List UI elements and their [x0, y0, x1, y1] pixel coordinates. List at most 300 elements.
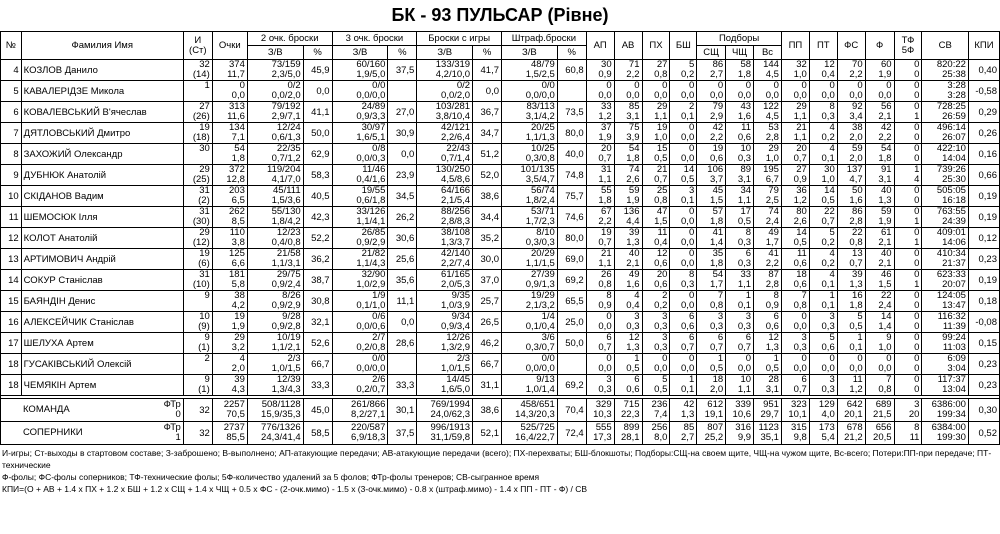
- cell-av: 6 0,6: [614, 375, 642, 396]
- col-field-pct: %: [473, 46, 502, 60]
- cell-two-made: 8/26 0,9/2,9: [247, 291, 303, 312]
- cell-kpi: 0,52: [968, 422, 999, 445]
- table-row: [1, 291, 1000, 312]
- cell-two-made: 22/35 0,7/1,2: [247, 144, 303, 165]
- cell-fs: 86 2,8: [837, 207, 865, 228]
- cell-pt: 4 0,1: [809, 144, 837, 165]
- cell-three-pct: [388, 81, 417, 102]
- cell-ft-made: 0/0 0,0/0,0: [502, 81, 558, 102]
- cell-three-made: 60/160 1,9/5,0: [332, 60, 388, 81]
- cell-f: 22 2,4: [865, 291, 894, 312]
- cell-field-made: 769/1994 24,0/62,3: [417, 399, 473, 422]
- cell-tf: 8 11: [894, 422, 922, 445]
- cell-tf: 0 0: [894, 375, 922, 396]
- col-points: Очки: [212, 32, 247, 60]
- cell-f: 61 2,1: [865, 228, 894, 249]
- cell-chshch: 17 0,5: [726, 207, 754, 228]
- cell-two-made: 12/24 0,6/1,3: [247, 123, 303, 144]
- cell-pp: 0 0,0: [781, 81, 809, 102]
- col-three-pct: %: [388, 46, 417, 60]
- cell-two-made: 45/111 1,5/3,6: [247, 186, 303, 207]
- cell-av: 59 1,9: [614, 186, 642, 207]
- cell-f: 14 1,4: [865, 312, 894, 333]
- cell-three-made: 261/866 8,2/27,1: [332, 399, 388, 422]
- cell-two-pct: 45,9: [303, 60, 332, 81]
- cell-tf: 0 0: [894, 144, 922, 165]
- cell-sshch: 57 1,8: [697, 207, 726, 228]
- cell-field-pct: 38,6: [473, 186, 502, 207]
- cell-two-made: 12/39 1,3/4,3: [247, 375, 303, 396]
- cell-vs: 195 6,7: [754, 165, 782, 186]
- cell-games: 1: [183, 81, 212, 102]
- cell-field-pct: 52,1: [473, 422, 502, 445]
- cell-kpi: -0,58: [968, 81, 999, 102]
- cell-chshch: 58 1,8: [726, 60, 754, 81]
- cell-field-pct: 38,6: [473, 399, 502, 422]
- opponents-label-cell: СОПЕРНИКИ ФТр 1: [1, 422, 184, 445]
- cell-no: 13: [1, 249, 22, 270]
- cell-ap: 0 0,0: [586, 312, 614, 333]
- cell-two-made: 55/130 1,8/4,2: [247, 207, 303, 228]
- cell-ap: 31 1,1: [586, 165, 614, 186]
- cell-three-pct: 11,1: [388, 291, 417, 312]
- cell-ft-pct: 40,0: [557, 144, 586, 165]
- cell-games: 10 (9): [183, 312, 212, 333]
- table-row: [1, 354, 1000, 375]
- cell-three-made: 2/7 0,2/0,8: [332, 333, 388, 354]
- cell-chshch: 43 1,6: [726, 102, 754, 123]
- cell-points: 4 2,0: [212, 354, 247, 375]
- cell-sv: 6384:00 199:30: [922, 422, 968, 445]
- cell-bsh: 0 0,0: [670, 228, 697, 249]
- cell-sshch: 79 2,9: [697, 102, 726, 123]
- cell-pt: 129 4,0: [809, 399, 837, 422]
- table-row: [1, 60, 1000, 81]
- cell-tf: 0 0: [894, 186, 922, 207]
- col-field-zv: З/В: [417, 46, 473, 60]
- cell-pp: 315 9,8: [781, 422, 809, 445]
- cell-chshch: 10 0,3: [726, 144, 754, 165]
- cell-field-pct: 36,7: [473, 102, 502, 123]
- cell-field-made: 42/121 2,2/6,4: [417, 123, 473, 144]
- cell-ft-pct: 25,0: [557, 312, 586, 333]
- cell-field-pct: 41,7: [473, 60, 502, 81]
- legend-line-1: И-игры; Ст-выходы в стартовом составе; З-заброшено; В-выполнено; АП-атакующие передачи; АВ-атакующие передачи (всего); ПХ-перехваты; БШ-блокшоты; Подборы:СЩ-на своем щите, ЧЩ-на чужом щите, Вс-всего; Потери:ПП-при передаче; ПТ-технические: [2, 448, 992, 470]
- cell-three-pct: 33,3: [388, 375, 417, 396]
- cell-fs: 678 21,2: [837, 422, 865, 445]
- cell-ph: 19 1,0: [642, 123, 670, 144]
- cell-name: КАВАЛЕРІДЗЕ Микола: [21, 81, 183, 102]
- cell-no: 18: [1, 375, 22, 396]
- cell-pp: 21 1,1: [781, 123, 809, 144]
- cell-ap: 3 0,3: [586, 375, 614, 396]
- cell-ft-made: 3/6 0,3/0,7: [502, 333, 558, 354]
- cell-kpi: 0,19: [968, 207, 999, 228]
- col-chshch: ЧЩ: [726, 46, 754, 60]
- cell-three-made: 0/8 0,0/0,3: [332, 144, 388, 165]
- cell-two-pct: 58,5: [303, 422, 332, 445]
- cell-f: 0 0,0: [865, 81, 894, 102]
- cell-tf: 0 1: [894, 228, 922, 249]
- cell-chshch: 10 1,1: [726, 375, 754, 396]
- cell-two-made: 21/58 1,1/3,1: [247, 249, 303, 270]
- cell-bsh: 6 0,6: [670, 312, 697, 333]
- cell-f: 60 1,9: [865, 60, 894, 81]
- cell-kpi: 0,23: [968, 375, 999, 396]
- cell-vs: 28 3,1: [754, 375, 782, 396]
- cell-games: 2: [183, 354, 212, 375]
- cell-ph: 5 0,5: [642, 375, 670, 396]
- cell-f: 56 2,1: [865, 102, 894, 123]
- cell-name: ЗАХОЖИЙ Олександр: [21, 144, 183, 165]
- table-row: [1, 270, 1000, 291]
- cell-points: 38 4,2: [212, 291, 247, 312]
- cell-tf: 0 1: [894, 102, 922, 123]
- cell-ft-made: 48/79 1,5/2,5: [502, 60, 558, 81]
- cell-three-pct: 30,6: [388, 228, 417, 249]
- cell-bsh: 0 0,0: [670, 81, 697, 102]
- cell-name: АЛЕКСЕЙЧИК Станіслав: [21, 312, 183, 333]
- cell-name: ЧЕМЯКІН Артем: [21, 375, 183, 396]
- cell-chshch: 8 0,3: [726, 228, 754, 249]
- cell-sshch: 42 2,2: [697, 123, 726, 144]
- cell-sshch: 41 1,4: [697, 228, 726, 249]
- opponents-row: [1, 422, 1000, 445]
- cell-no: 16: [1, 312, 22, 333]
- cell-games: 31 (10): [183, 270, 212, 291]
- cell-three-pct: [388, 354, 417, 375]
- cell-two-pct: 41,1: [303, 102, 332, 123]
- cell-pt: 8 0,3: [809, 102, 837, 123]
- table-row: [1, 81, 1000, 102]
- cell-bsh: 1 0,1: [670, 375, 697, 396]
- cell-sshch: 1 0,5: [697, 354, 726, 375]
- cell-no: 14: [1, 270, 22, 291]
- cell-sshch: 18 2,0: [697, 375, 726, 396]
- team-row: [1, 399, 1000, 422]
- cell-points: 0 0,0: [212, 81, 247, 102]
- cell-sv: 820:22 25:38: [922, 60, 968, 81]
- cell-kpi: 0,19: [968, 270, 999, 291]
- col-kpi: КПИ: [968, 32, 999, 60]
- cell-field-made: 64/166 2,1/5,4: [417, 186, 473, 207]
- cell-two-made: 12/23 0,4/0,8: [247, 228, 303, 249]
- cell-bsh: 0 0,0: [670, 354, 697, 375]
- cell-games: 19 (6): [183, 249, 212, 270]
- cell-fs: 39 1,3: [837, 270, 865, 291]
- cell-ft-made: 525/725 16,4/22,7: [502, 422, 558, 445]
- cell-no: 10: [1, 186, 22, 207]
- cell-two-made: 9/28 0,9/2,8: [247, 312, 303, 333]
- cell-pp: 323 10,1: [781, 399, 809, 422]
- cell-two-made: 776/1326 24,3/41,4: [247, 422, 303, 445]
- cell-sshch: 35 1,8: [697, 249, 726, 270]
- table-row: [1, 375, 1000, 396]
- cell-no: 5: [1, 81, 22, 102]
- cell-pt: 30 1,0: [809, 165, 837, 186]
- table-row: [1, 312, 1000, 333]
- cell-three-pct: 23,9: [388, 165, 417, 186]
- cell-fs: 0 0,0: [837, 354, 865, 375]
- table-row: [1, 186, 1000, 207]
- table-row: [1, 123, 1000, 144]
- cell-three-pct: 30,9: [388, 123, 417, 144]
- cell-fs: 13 0,7: [837, 249, 865, 270]
- cell-no: 9: [1, 165, 22, 186]
- col-two-pct: %: [303, 46, 332, 60]
- cell-kpi: 0,23: [968, 249, 999, 270]
- cell-name: ШЕЛУХА Артем: [21, 333, 183, 354]
- cell-fs: 11 1,2: [837, 375, 865, 396]
- cell-sshch: 6 0,7: [697, 333, 726, 354]
- cell-ph: 20 0,6: [642, 270, 670, 291]
- cell-sv: 763:55 24:39: [922, 207, 968, 228]
- cell-three-pct: 26,2: [388, 207, 417, 228]
- cell-tf: 0 0: [894, 354, 922, 375]
- cell-ph: 27 0,8: [642, 60, 670, 81]
- cell-pp: 7 0,8: [781, 291, 809, 312]
- cell-ap: 555 17,3: [586, 422, 614, 445]
- cell-pt: 22 0,7: [809, 207, 837, 228]
- cell-games: 29 (25): [183, 165, 212, 186]
- cell-pt: 0 0,0: [809, 81, 837, 102]
- col-reb: Подборы: [697, 32, 782, 46]
- cell-three-pct: 25,6: [388, 249, 417, 270]
- cell-av: 136 4,4: [614, 207, 642, 228]
- cell-field-pct: 34,4: [473, 207, 502, 228]
- cell-f: 40 1,3: [865, 186, 894, 207]
- cell-pp: 6 0,7: [781, 375, 809, 396]
- cell-ft-pct: 73,5: [557, 102, 586, 123]
- cell-pp: 11 0,6: [781, 249, 809, 270]
- cell-points: 54 1,8: [212, 144, 247, 165]
- cell-vs: 12 1,3: [754, 333, 782, 354]
- cell-field-made: 996/1913 31,1/59,8: [417, 422, 473, 445]
- cell-ap: 0 0,0: [586, 81, 614, 102]
- col-f: Ф: [865, 32, 894, 60]
- col-three-zv: З/В: [332, 46, 388, 60]
- cell-vs: 1 0,5: [754, 354, 782, 375]
- cell-chshch: 89 3,1: [726, 165, 754, 186]
- cell-fs: 70 2,2: [837, 60, 865, 81]
- cell-av: 85 3,1: [614, 102, 642, 123]
- cell-field-pct: 34,7: [473, 123, 502, 144]
- cell-ft-pct: 74,8: [557, 165, 586, 186]
- col-ft-zv: З/В: [502, 46, 558, 60]
- cell-f: 91 3,1: [865, 165, 894, 186]
- cell-no: 12: [1, 228, 22, 249]
- cell-ft-made: 0/0 0,0/0,0: [502, 354, 558, 375]
- cell-three-made: 11/46 0,4/1,6: [332, 165, 388, 186]
- cell-ap: 33 1,2: [586, 102, 614, 123]
- cell-ph: 3 0,3: [642, 312, 670, 333]
- cell-pp: 3 0,3: [781, 333, 809, 354]
- cell-f: 54 1,8: [865, 144, 894, 165]
- cell-sshch: 807 25,2: [697, 422, 726, 445]
- cell-two-made: 29/75 0,9/2,4: [247, 270, 303, 291]
- cell-sv: 422:10 14:04: [922, 144, 968, 165]
- cell-three-pct: 34,5: [388, 186, 417, 207]
- col-av: АВ: [614, 32, 642, 60]
- cell-points: 262 8,5: [212, 207, 247, 228]
- cell-pp: 36 1,2: [781, 186, 809, 207]
- cell-bsh: 2 0,1: [670, 102, 697, 123]
- cell-pt: 5 0,6: [809, 333, 837, 354]
- cell-two-made: 73/159 2,3/5,0: [247, 60, 303, 81]
- cell-field-made: 133/319 4,2/10,0: [417, 60, 473, 81]
- col-fs: ФС: [837, 32, 865, 60]
- cell-av: 75 3,9: [614, 123, 642, 144]
- cell-no: 17: [1, 333, 22, 354]
- cell-field-made: 61/165 2,0/5,3: [417, 270, 473, 291]
- cell-field-made: 130/250 4,5/8,6: [417, 165, 473, 186]
- cell-two-made: 79/192 2,9/7,1: [247, 102, 303, 123]
- cell-three-made: 24/89 0,9/3,3: [332, 102, 388, 123]
- legend-line-3: КПИ=(О + АВ + 1.4 x ПХ + 1.2 x БШ + 1.2 x СЩ + 1.4 x ЧЩ + 0.5 x ФС - (2-очк.мимо) - 1.5 x (3-очк.мимо) - 0.8 x (штраф.мимо) - 1.4 x ПП - ПТ - Ф) / СВ: [2, 484, 588, 494]
- cell-three-made: 0/6 0,0/0,6: [332, 312, 388, 333]
- cell-sv: 99:24 11:03: [922, 333, 968, 354]
- cell-ph: 11 0,4: [642, 228, 670, 249]
- cell-tf: 0 0: [894, 312, 922, 333]
- cell-sv: 410:34 21:37: [922, 249, 968, 270]
- cell-ft-pct: 69,2: [557, 375, 586, 396]
- cell-pt: 12 0,4: [809, 60, 837, 81]
- cell-f: 656 20,5: [865, 422, 894, 445]
- cell-av: 39 1,3: [614, 228, 642, 249]
- col-bsh: БШ: [670, 32, 697, 60]
- cell-field-pct: 46,2: [473, 333, 502, 354]
- cell-kpi: 0,15: [968, 333, 999, 354]
- cell-name: ШЕМОСЮК Ілля: [21, 207, 183, 228]
- cell-bsh: 14 0,5: [670, 165, 697, 186]
- cell-ap: 20 0,7: [586, 144, 614, 165]
- cell-ph: 0 0,0: [642, 354, 670, 375]
- cell-points: 29 3,2: [212, 333, 247, 354]
- cell-sshch: 7 0,8: [697, 291, 726, 312]
- cell-ft-made: 101/135 3,5/4,7: [502, 165, 558, 186]
- cell-sv: 6:09 3:04: [922, 354, 968, 375]
- cell-games: 9 (1): [183, 375, 212, 396]
- cell-name: КОЗЛОВ Данило: [21, 60, 183, 81]
- cell-chshch: 316 9,9: [726, 422, 754, 445]
- cell-games: 32 (14): [183, 60, 212, 81]
- cell-pp: 32 1,0: [781, 60, 809, 81]
- cell-kpi: 0,66: [968, 165, 999, 186]
- cell-fs: 50 1,6: [837, 186, 865, 207]
- cell-games: 19 (18): [183, 123, 212, 144]
- cell-tf: 0 0: [894, 60, 922, 81]
- cell-ft-made: 8/10 0,3/0,3: [502, 228, 558, 249]
- table-row: [1, 333, 1000, 354]
- cell-three-pct: 0,0: [388, 144, 417, 165]
- cell-three-made: 26/85 0,9/2,9: [332, 228, 388, 249]
- cell-fs: 22 0,8: [837, 228, 865, 249]
- cell-vs: 29 1,0: [754, 144, 782, 165]
- cell-chshch: 11 0,6: [726, 123, 754, 144]
- col-two: 2 очк. броски: [247, 32, 332, 46]
- cell-vs: 144 4,5: [754, 60, 782, 81]
- cell-two-pct: 50,0: [303, 123, 332, 144]
- cell-games: 9: [183, 291, 212, 312]
- cell-ft-pct: 80,0: [557, 123, 586, 144]
- cell-pp: 27 0,9: [781, 165, 809, 186]
- cell-field-pct: 52,0: [473, 165, 502, 186]
- cell-ap: 67 2,2: [586, 207, 614, 228]
- team-label-cell: КОМАНДА ФТр 0: [1, 399, 184, 422]
- cell-three-pct: 30,1: [388, 399, 417, 422]
- legend: [0, 445, 1000, 495]
- cell-bsh: 3 0,1: [670, 186, 697, 207]
- cell-sv: 409:01 14:06: [922, 228, 968, 249]
- cell-sv: 117:37 13:04: [922, 375, 968, 396]
- cell-name: АРТИМОВИЧ Андрій: [21, 249, 183, 270]
- col-sshch: СЩ: [697, 46, 726, 60]
- col-two-zv: З/В: [247, 46, 303, 60]
- cell-ft-made: 1/4 0,1/0,4: [502, 312, 558, 333]
- cell-field-pct: 31,1: [473, 375, 502, 396]
- cell-tf: 0 0: [894, 333, 922, 354]
- cell-pt: 173 5,4: [809, 422, 837, 445]
- cell-av: 1 0,5: [614, 354, 642, 375]
- cell-tf: 0 0: [894, 291, 922, 312]
- cell-av: 54 1,8: [614, 144, 642, 165]
- cell-ft-made: 10/25 0,3/0,8: [502, 144, 558, 165]
- cell-two-pct: 58,3: [303, 165, 332, 186]
- cell-field-pct: 30,0: [473, 249, 502, 270]
- cell-av: 715 22,3: [614, 399, 642, 422]
- cell-three-pct: 28,6: [388, 333, 417, 354]
- cell-bsh: 85 2,7: [670, 422, 697, 445]
- cell-name: СОКУР Станіслав: [21, 270, 183, 291]
- cell-vs: 49 1,7: [754, 228, 782, 249]
- col-ph: ПХ: [642, 32, 670, 60]
- cell-f: 689 21,5: [865, 399, 894, 422]
- cell-games: 32: [183, 422, 212, 445]
- cell-chshch: 1 0,1: [726, 291, 754, 312]
- cell-av: 12 1,3: [614, 333, 642, 354]
- cell-three-pct: 0,0: [388, 312, 417, 333]
- cell-three-made: 2/6 0,2/0,7: [332, 375, 388, 396]
- cell-points: 313 11,6: [212, 102, 247, 123]
- cell-tf: 0 1: [894, 207, 922, 228]
- cell-ft-made: 20/29 1,1/1,5: [502, 249, 558, 270]
- cell-pt: 1 0,1: [809, 291, 837, 312]
- cell-name: КОЛОТ Анатолій: [21, 228, 183, 249]
- cell-pt: 3 0,3: [809, 375, 837, 396]
- cell-fs: 642 20,1: [837, 399, 865, 422]
- cell-ap: 21 1,1: [586, 249, 614, 270]
- cell-sshch: 54 1,7: [697, 270, 726, 291]
- cell-points: 19 1,9: [212, 312, 247, 333]
- cell-pt: 4 0,1: [809, 270, 837, 291]
- cell-no: 7: [1, 123, 22, 144]
- cell-field-made: 0/2 0,0/2,0: [417, 81, 473, 102]
- cell-games: 31 (2): [183, 186, 212, 207]
- col-pt: ПТ: [809, 32, 837, 60]
- table-row: [1, 144, 1000, 165]
- cell-two-made: 10/19 1,1/2,1: [247, 333, 303, 354]
- cell-two-made: 2/3 1,0/1,5: [247, 354, 303, 375]
- cell-ft-pct: [557, 354, 586, 375]
- cell-ft-made: 83/113 3,1/4,2: [502, 102, 558, 123]
- cell-ft-made: 9/13 1,0/1,4: [502, 375, 558, 396]
- cell-points: 39 4,3: [212, 375, 247, 396]
- cell-ft-made: 27/39 0,9/1,3: [502, 270, 558, 291]
- table-row: [1, 228, 1000, 249]
- cell-ft-pct: 75,7: [557, 186, 586, 207]
- cell-vs: 87 2,8: [754, 270, 782, 291]
- cell-ap: 0 0,0: [586, 354, 614, 375]
